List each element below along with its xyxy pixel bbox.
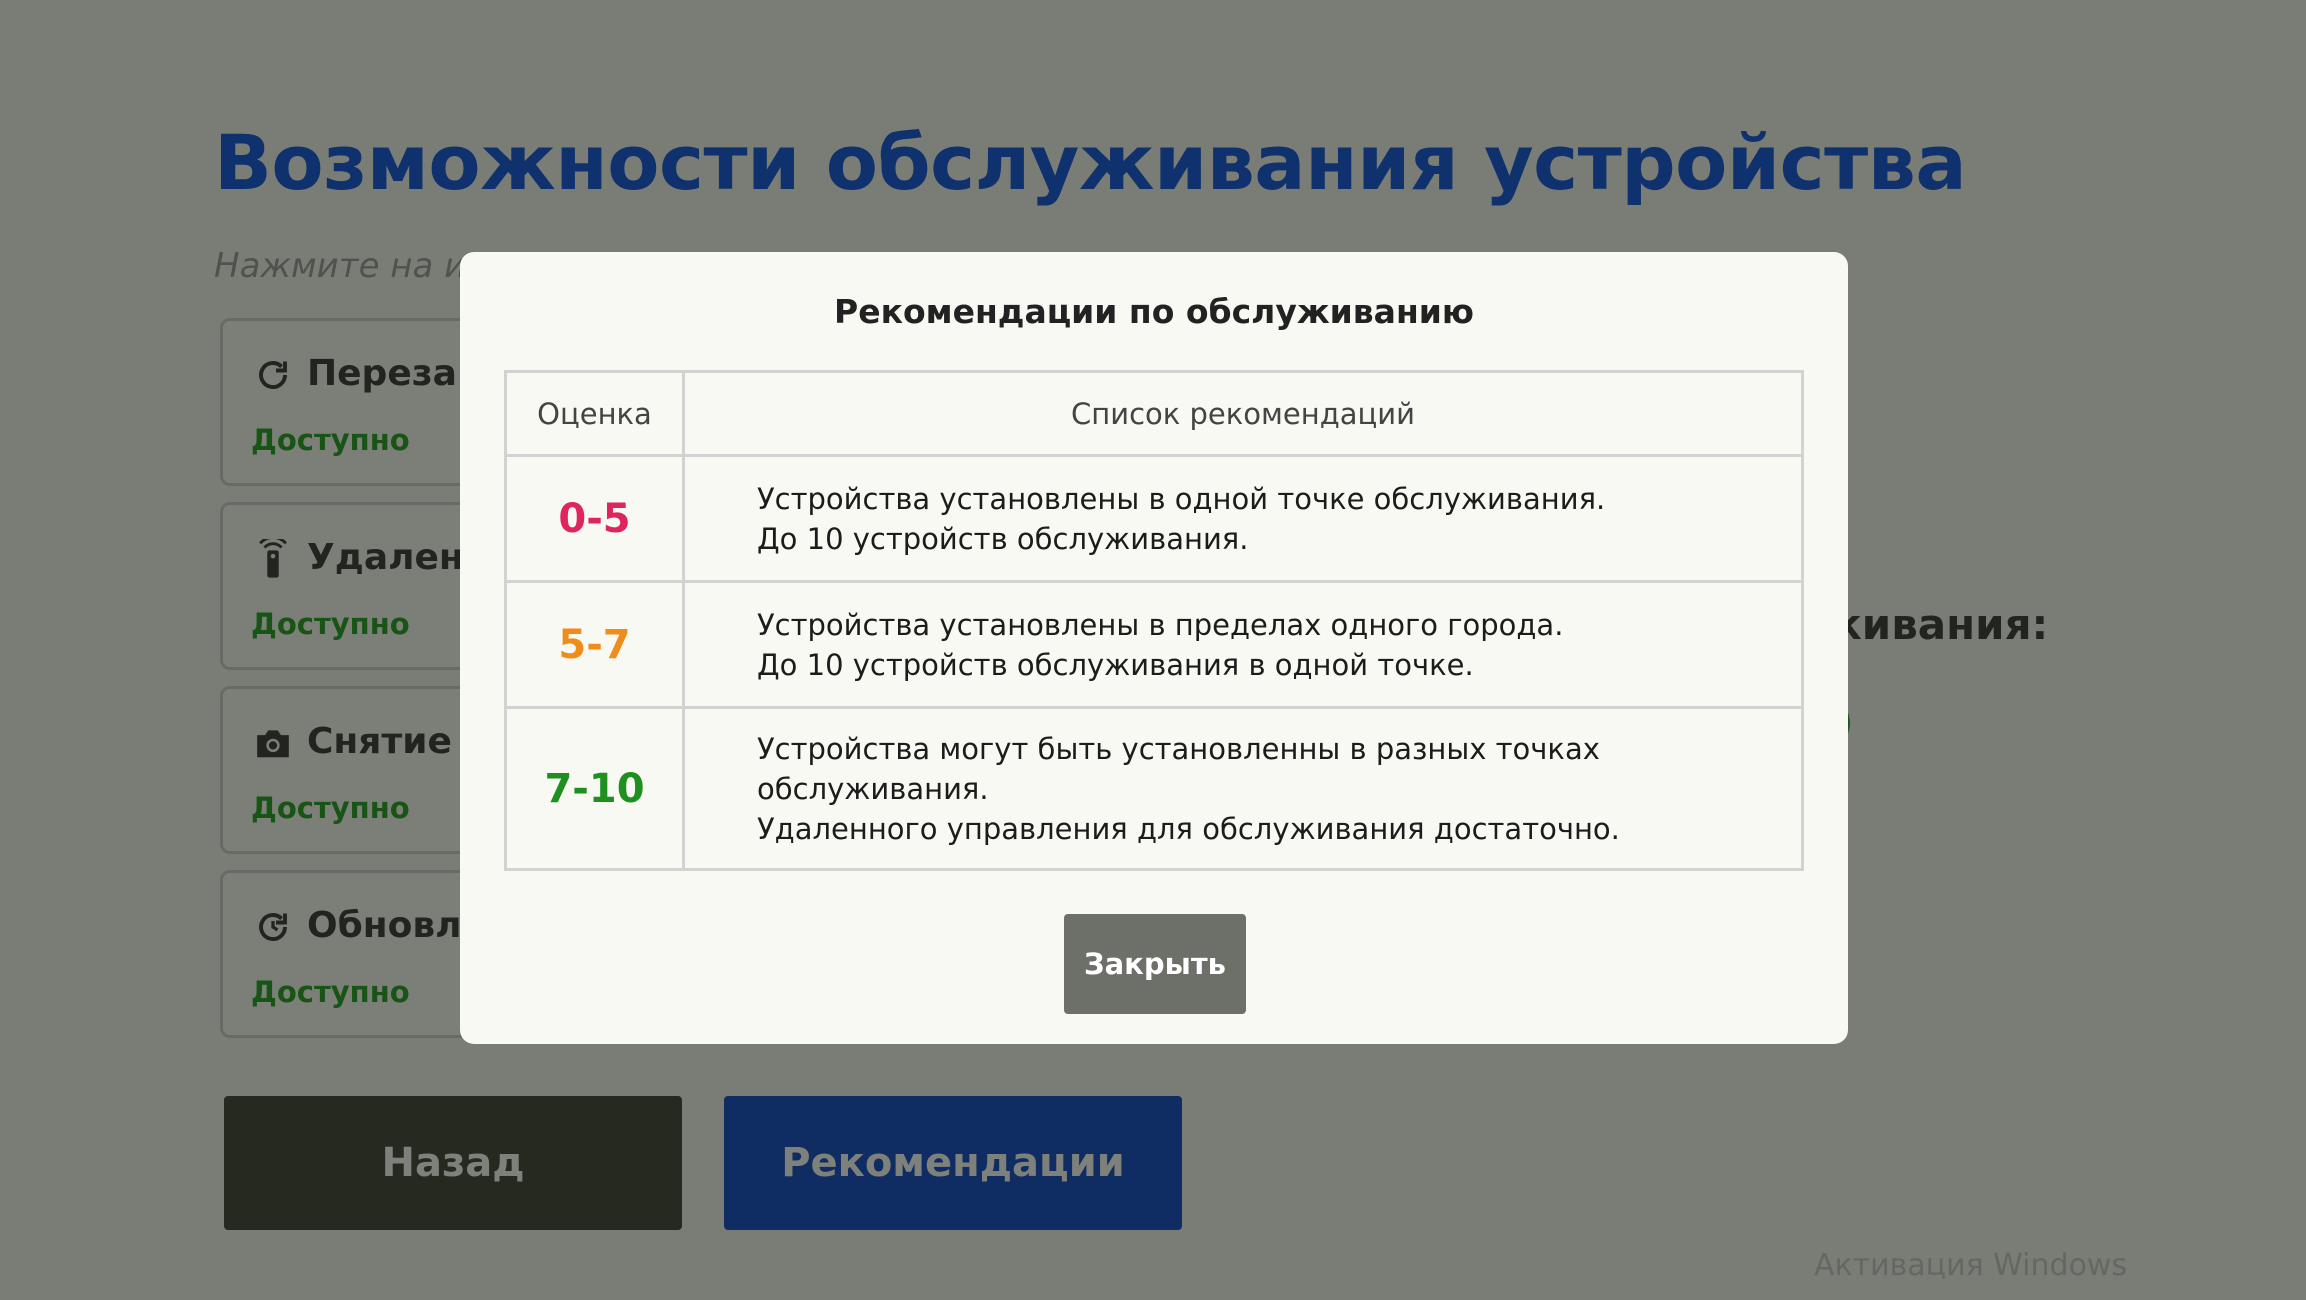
recommendation-cell [684, 582, 1803, 708]
recommendation-line: Устройства могут быть установленны в разных точках [757, 731, 1600, 766]
recommendation-line: обслуживания. [757, 771, 989, 806]
table-row [506, 582, 1803, 708]
table-header-row [506, 372, 1803, 456]
score-cell: 0-5 [506, 456, 684, 582]
modal-title: Рекомендации по обслуживанию [834, 292, 1474, 331]
recommendations-table [504, 370, 1804, 871]
score-cell: 7-10 [506, 708, 684, 870]
recommendation-line: Удаленного управления для обслуживания достаточно. [757, 811, 1620, 846]
recommendation-cell [684, 456, 1803, 582]
recommendation-line: До 10 устройств обслуживания в одной точке. [757, 647, 1474, 682]
recommendations-modal [460, 252, 1848, 1044]
score-cell: 5-7 [506, 582, 684, 708]
table-row [506, 456, 1803, 582]
header-score: Оценка [506, 372, 684, 456]
recommendation-line: До 10 устройств обслуживания. [757, 521, 1249, 556]
close-button[interactable]: Закрыть [1064, 914, 1246, 1014]
recommendation-line: Устройства установлены в пределах одного города. [757, 607, 1564, 642]
header-list: Список рекомендаций [684, 372, 1803, 456]
recommendation-line: Устройства установлены в одной точке обслуживания. [757, 481, 1606, 516]
recommendation-cell [684, 708, 1803, 870]
table-row [506, 708, 1803, 870]
